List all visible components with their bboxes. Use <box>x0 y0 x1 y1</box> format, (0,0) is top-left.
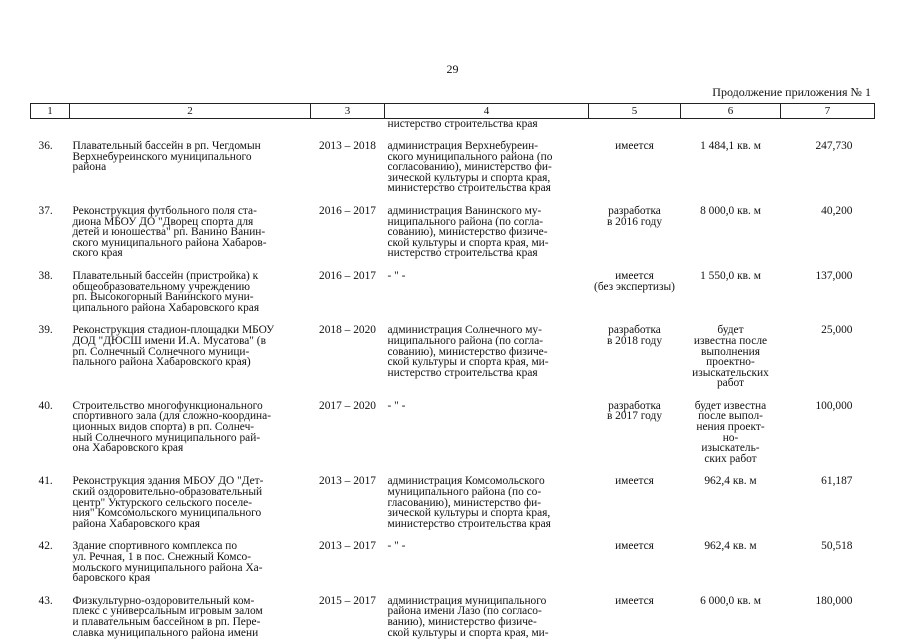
table-row <box>31 531 875 585</box>
cell-object-name-line: ния" Комсомольского муниципального <box>72 507 262 520</box>
cell-capacity-line: изыскатель- <box>701 442 760 455</box>
cell-capacity-line: ских работ <box>704 452 757 465</box>
cell-project-status <box>589 531 681 585</box>
table-row-continued <box>31 119 875 132</box>
cell-admin-line: района имени Лазо (по согласо- <box>387 605 542 618</box>
header-col-3: 3 <box>311 104 385 119</box>
cell-object-name-line: детей и юношества" рп. Ванино Ванин- <box>72 226 266 239</box>
cell-object-name-line: Реконструкция здания МБОУ ДО "Дет- <box>72 475 264 488</box>
cell-admin-line: администрация Ванинского му- <box>387 204 542 217</box>
table-header-row <box>31 104 875 119</box>
cell-number: 41. <box>38 475 53 488</box>
header-col-5: 5 <box>589 104 681 119</box>
header-col-4: 4 <box>385 104 589 119</box>
cell-admin: нистерство строительства края <box>387 118 538 130</box>
cell-project-status-line: разработка <box>608 324 661 337</box>
cell-object-name-line: ДОД "ДЮСШ имени И.А. Мусатова" (в <box>72 334 266 347</box>
cell-project-status-line: имеется <box>615 594 654 607</box>
cell-object-name-line: общеобразовательному учреждению <box>72 280 251 293</box>
cell-capacity <box>681 466 781 531</box>
cell-object-name-line: района <box>72 161 107 174</box>
cell-capacity-line: изыскательских <box>692 366 769 379</box>
cell-admin-line: администрация Солнечного му- <box>387 324 542 337</box>
cell-capacity <box>681 315 781 391</box>
cell-object-name-line: Строительство многофункционального <box>72 399 263 412</box>
cell-years: 2013 – 2017 <box>319 475 376 488</box>
cell-object-name-line: Плавательный бассейн (пристройка) к <box>72 269 259 282</box>
cell-cost: 40,200 <box>821 204 853 217</box>
cell-admin-line: зической культуры и спорта края, <box>387 507 551 520</box>
cell-object-name-line: Плавательный бассейн в рп. Чегдомын <box>72 140 261 152</box>
cell-admin-line: министерство строительства края <box>387 517 551 530</box>
cell-capacity-line: 962,4 кв. м <box>704 540 757 553</box>
cell-capacity-line: после выпол- <box>698 410 763 423</box>
cell-number: 38. <box>38 269 53 282</box>
continuation-label: Продолжение приложения № 1 <box>712 85 871 99</box>
table-row <box>31 196 875 261</box>
table-row <box>31 131 875 196</box>
cell-capacity <box>681 261 781 315</box>
cell-cost: 50,518 <box>821 540 853 553</box>
cell-admin-line: муниципального района (по со- <box>387 486 542 499</box>
cell-years: 2013 – 2018 <box>319 140 376 152</box>
cell-admin <box>385 261 589 315</box>
cell-cost: 61,187 <box>821 475 853 488</box>
cell-admin-line: ской культуры и спорта края, ми- <box>387 626 549 639</box>
cell-object-name-line: Реконструкция футбольного поля ста- <box>72 204 257 217</box>
cell-capacity-line: известна после <box>693 334 768 347</box>
cell-admin-line: ского муниципального района (по <box>387 150 553 163</box>
cell-object-name <box>70 586 311 640</box>
cell-object-name-line: ского муниципального района Хабаров- <box>72 236 267 249</box>
cell-object-name-line: пального района Хабаровского края) <box>72 356 251 369</box>
cell-admin-line: гласованию), министерство фи- <box>387 496 541 509</box>
cell-admin-line: - " - <box>387 269 406 282</box>
cell-admin-line: ванию), министерство физиче- <box>387 615 537 628</box>
table-row <box>31 315 875 391</box>
cell-object-name-line: центр" Уктурского сельского поселе- <box>72 496 252 509</box>
cell-object-name-line: ципального района Хабаровского края <box>72 301 260 314</box>
cell-admin <box>385 131 589 196</box>
cell-project-status-line: (без экспертизы) <box>594 280 675 293</box>
cell-project-status-line: разработка <box>608 399 661 412</box>
cell-project-status <box>589 261 681 315</box>
table-row <box>31 391 875 467</box>
cell-admin-line: - " - <box>387 399 406 412</box>
cell-object-name-line: славка муниципального района имени <box>72 626 259 639</box>
cell-number: 36. <box>38 140 53 152</box>
cell-number: 40. <box>38 399 53 412</box>
cell-admin-line: ниципального района (по согла- <box>387 215 544 228</box>
cell-object-name-line: баровского края <box>72 572 151 585</box>
cell-admin-line: администрация Верхнебуреин- <box>387 140 539 152</box>
header-col-2: 2 <box>70 104 311 119</box>
cell-admin-line: ской культуры и спорта края, ми- <box>387 236 549 249</box>
cell-cost: 100,000 <box>815 399 853 412</box>
cell-object-name-line: диона МБОУ ДО "Дворец спорта для <box>72 215 254 228</box>
cell-capacity-line: нения проект- <box>696 421 765 434</box>
cell-number: 42. <box>38 540 53 553</box>
cell-object-name-line: рп. Высокогорный Ванинского муни- <box>72 291 254 304</box>
cell-project-status-line: имеется <box>615 269 654 282</box>
cell-admin <box>385 466 589 531</box>
cell-object-name <box>70 261 311 315</box>
cell-admin <box>385 196 589 261</box>
cell-object-name-line: Здание спортивного комплекса по <box>72 540 238 553</box>
header-col-6: 6 <box>681 104 781 119</box>
cell-capacity-line: 6 000,0 кв. м <box>700 594 761 607</box>
cell-object-name-line: спортивного зала (для сложно-координа- <box>72 410 272 423</box>
cell-object-name-line: и плавательным бассейном в рп. Пере- <box>72 615 261 628</box>
cell-object-name-line: Верхнебуреинского муниципального <box>72 150 252 163</box>
cell-number: 39. <box>38 324 53 337</box>
cell-capacity-line: 8 000,0 кв. м <box>700 204 761 217</box>
cell-capacity-line: проектно- <box>706 356 755 369</box>
cell-capacity-line: будет известна <box>694 399 767 412</box>
cell-cost: 247,730 <box>815 140 853 152</box>
cell-admin-line: ниципального района (по согла- <box>387 334 544 347</box>
header-col-1: 1 <box>31 104 70 119</box>
cell-object-name <box>70 196 311 261</box>
cell-object-name-line: рп. Солнечный Солнечного муници- <box>72 345 250 358</box>
cell-years: 2016 – 2017 <box>319 269 376 282</box>
cell-project-status <box>589 586 681 640</box>
cell-object-name-line: она Хабаровского края <box>72 442 184 455</box>
cell-project-status <box>589 466 681 531</box>
cell-capacity-line: работ <box>716 377 745 390</box>
cell-cost: 25,000 <box>821 324 853 337</box>
cell-object-name-line: района Хабаровского края <box>72 517 201 530</box>
cell-object-name <box>70 466 311 531</box>
cell-object-name-line: Физкультурно-оздоровительный ком- <box>72 594 255 607</box>
cell-admin-line: зической культуры и спорта края, <box>387 171 551 184</box>
cell-admin <box>385 391 589 467</box>
cell-object-name-line: плекс с универсальным игровым залом <box>72 605 263 618</box>
page-number: 29 <box>446 62 459 76</box>
cell-project-status-line: в 2016 году <box>606 215 663 228</box>
cell-capacity-line: будет <box>717 324 744 337</box>
cell-project-status-line: в 2017 году <box>606 410 663 423</box>
cell-capacity-line: выполнения <box>701 345 760 358</box>
cell-admin-line: ской культуры и спорта края, ми- <box>387 356 549 369</box>
cell-project-status <box>589 391 681 467</box>
table-row <box>31 466 875 531</box>
cell-capacity <box>681 391 781 467</box>
table-row <box>31 586 875 640</box>
cell-years: 2016 – 2017 <box>319 204 376 217</box>
header-col-7: 7 <box>781 104 875 119</box>
cell-number: 43. <box>38 594 53 607</box>
cell-object-name-line: ционных видов спорта) в рп. Солнеч- <box>72 421 255 434</box>
cell-admin-line: согласованию), министерство фи- <box>387 161 552 174</box>
cell-years: 2015 – 2017 <box>319 594 376 607</box>
cell-project-status <box>589 315 681 391</box>
cell-admin-line: сованию), министерство физиче- <box>387 226 548 239</box>
cell-capacity <box>681 586 781 640</box>
cell-capacity <box>681 531 781 585</box>
appendix-table <box>30 103 875 640</box>
cell-project-status-line: разработка <box>608 204 661 217</box>
cell-capacity-line: 1 484,1 кв. м <box>700 140 761 152</box>
cell-object-name <box>70 531 311 585</box>
cell-object-name-line: ный Солнечного муниципального рай- <box>72 431 261 444</box>
cell-admin-line: - " - <box>387 540 406 553</box>
cell-object-name-line: Реконструкция стадион-площадки МБОУ <box>72 324 275 337</box>
cell-admin <box>385 531 589 585</box>
cell-capacity-line: но- <box>722 431 739 444</box>
cell-project-status <box>589 196 681 261</box>
cell-admin <box>385 315 589 391</box>
cell-admin <box>385 586 589 640</box>
cell-admin-line: сованию), министерство физиче- <box>387 345 548 358</box>
cell-object-name <box>70 391 311 467</box>
cell-admin-line: нистерство строительства края <box>387 366 538 379</box>
cell-years: 2017 – 2020 <box>319 399 376 412</box>
cell-project-status-line: в 2018 году <box>606 334 663 347</box>
table-row <box>31 261 875 315</box>
cell-years: 2018 – 2020 <box>319 324 376 337</box>
cell-capacity <box>681 131 781 196</box>
cell-object-name-line: мольского муниципального района Ха- <box>72 561 263 574</box>
cell-admin-line: администрация муниципального <box>387 594 547 607</box>
cell-number: 37. <box>38 204 53 217</box>
cell-project-status <box>589 131 681 196</box>
cell-object-name-line: ского края <box>72 247 123 260</box>
cell-object-name-line: ул. Речная, 1 в пос. Снежный Комсо- <box>72 551 252 563</box>
cell-capacity-line: 962,4 кв. м <box>704 475 757 488</box>
cell-cost: 137,000 <box>815 269 853 282</box>
cell-capacity-line: 1 550,0 кв. м <box>700 269 761 282</box>
cell-admin-line: министерство строительства края <box>387 182 551 195</box>
cell-project-status-line: имеется <box>615 540 654 553</box>
cell-project-status-line: имеется <box>615 140 654 152</box>
cell-admin-line: нистерство строительства края <box>387 247 538 260</box>
cell-years: 2013 – 2017 <box>319 540 376 553</box>
cell-object-name-line: ский оздоровительно-образовательный <box>72 486 263 499</box>
cell-admin-line: администрация Комсомольского <box>387 475 545 488</box>
cell-capacity <box>681 196 781 261</box>
cell-object-name <box>70 131 311 196</box>
cell-object-name <box>70 315 311 391</box>
cell-cost: 180,000 <box>815 594 853 607</box>
cell-project-status-line: имеется <box>615 475 654 488</box>
